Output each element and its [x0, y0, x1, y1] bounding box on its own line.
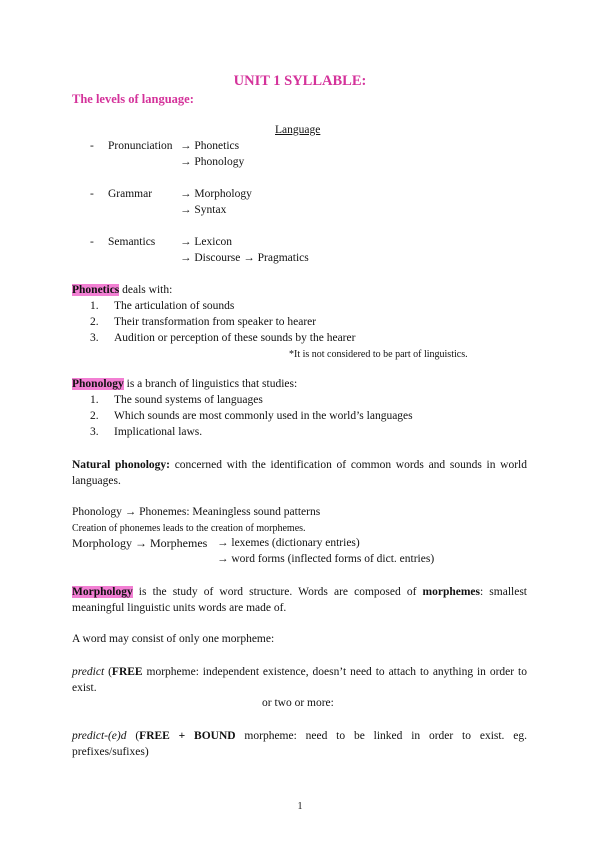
phonetics-note: *It is not considered to be part of linguistics. — [289, 349, 468, 360]
list-text: Implicational laws. — [114, 426, 203, 438]
list-number: 3. — [90, 426, 99, 438]
predict-text: morpheme: independent existence, doesn’t need to attach to anything in order to exist. — [72, 666, 527, 694]
list-text: Which sounds are most commonly used in the world’s languages — [114, 410, 413, 422]
list-text: The articulation of sounds — [114, 300, 235, 312]
level-arrow-syntax: → Syntax — [180, 204, 227, 216]
lexemes-line: → lexemes (dictionary entries) — [217, 537, 360, 549]
morphology-text-2: : smallest meaningful linguistic units words are made of. — [72, 586, 527, 614]
morphology-paragraph — [72, 584, 527, 616]
level-dash: - — [90, 188, 94, 200]
list-text: Audition or perception of these sounds by the hearer — [114, 332, 356, 344]
morphology-text-1: is the study of word structure. Words are composed of — [132, 586, 423, 598]
morphemes-line: Morphology → Morphemes — [72, 536, 208, 550]
level-dash: - — [90, 236, 94, 248]
natural-phonology-text: concerned with the identification of common words and sounds in world languages. — [72, 459, 527, 487]
predicted-word: predict-(e)d — [72, 730, 127, 742]
list-number: 1. — [90, 300, 99, 312]
list-item — [90, 331, 355, 346]
one-morpheme-line: A word may consist of only one morpheme: — [72, 633, 275, 645]
list-number: 1. — [90, 394, 99, 406]
level-arrow-morphology: → Morphology — [180, 188, 252, 200]
level-arrow-discourse: → Discourse → Pragmatics — [180, 252, 309, 264]
list-number: 3. — [90, 332, 99, 344]
natural-phonology-term: Natural phonology: — [72, 459, 170, 471]
list-item — [90, 315, 316, 330]
predicted-paragraph — [72, 728, 527, 760]
phonemes-creation-note: Creation of phonemes leads to the creation of morphemes. — [72, 523, 306, 534]
phonology-intro-text: is a branch of linguistics that studies: — [123, 378, 298, 390]
level-dash: - — [90, 140, 94, 152]
phonology-term: Phonology — [72, 378, 124, 390]
list-text: Their transformation from speaker to hearer — [114, 316, 317, 328]
predict-word: predict — [72, 666, 105, 678]
list-number: 2. — [90, 410, 99, 422]
predict-paragraph — [72, 664, 527, 696]
level-arrow-phonetics: → Phonetics — [180, 140, 240, 152]
list-item — [90, 425, 202, 440]
page-number: 1 — [297, 801, 303, 812]
levels-heading: The levels of language: — [72, 92, 194, 106]
list-item — [90, 409, 413, 424]
level-name-semantics: Semantics — [108, 236, 156, 248]
level-name-grammar: Grammar — [108, 188, 153, 200]
list-item — [90, 393, 263, 408]
list-text: The sound systems of languages — [114, 394, 263, 406]
free-bound-label: FREE + BOUND — [139, 730, 236, 742]
phonetics-intro-text: deals with: — [119, 284, 173, 296]
predict-open: ( — [104, 666, 112, 678]
predicted-text: morpheme: need to be linked in order to exist. eg. prefixes/sufixes) — [72, 730, 527, 758]
list-number: 2. — [90, 316, 99, 328]
predicted-open: ( — [126, 730, 140, 742]
phonetics-intro — [72, 283, 172, 298]
level-name-pronunciation: Pronunciation — [108, 140, 173, 152]
natural-phonology-paragraph — [72, 457, 527, 489]
list-item — [90, 299, 234, 314]
phonemes-line: Phonology → Phonemes: Meaningless sound patterns — [72, 506, 321, 518]
word-forms-line: → word forms (inflected forms of dict. entries) — [217, 553, 435, 565]
morphology-term: Morphology — [72, 586, 133, 598]
level-arrow-lexicon: → Lexicon — [180, 236, 233, 248]
morphemes-term: morphemes — [422, 586, 481, 598]
page-title: UNIT 1 SYLLABLE: — [233, 73, 367, 89]
language-label: Language — [275, 124, 321, 136]
two-or-more-line: or two or more: — [262, 697, 334, 709]
phonology-intro — [72, 377, 297, 392]
phonetics-term: Phonetics — [72, 284, 120, 296]
level-arrow-phonology: → Phonology — [180, 156, 245, 168]
free-label: FREE — [111, 666, 143, 678]
